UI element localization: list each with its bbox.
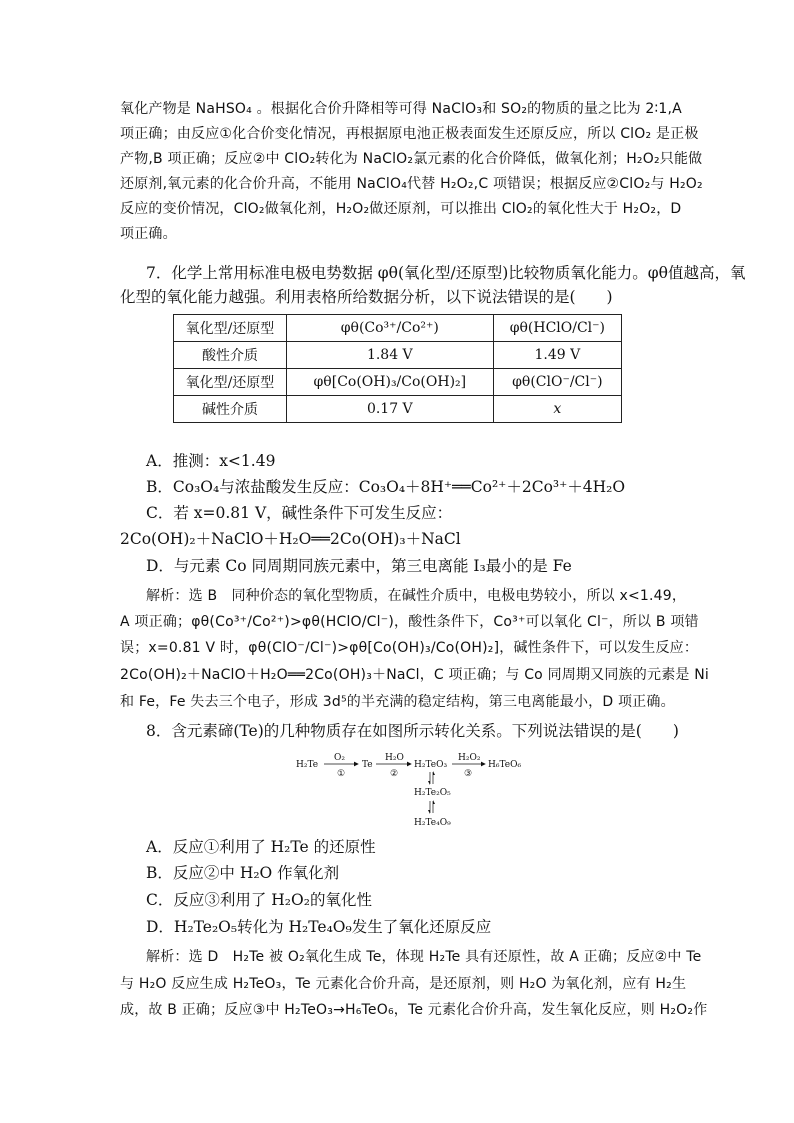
text-line: 项正确；由反应①化合价变化情况，再根据原电池正极表面发生还原反应，所以 ClO₂ 是正极 <box>120 126 699 142</box>
option-c: C．若 x=0.81 V，碱性条件下可发生反应： <box>146 504 453 522</box>
solution-line: 与 H₂O 反应生成 H₂TeO₃，Te 元素化合价升高，是还原剂，则 H₂O 为氧化剂，应有 H₂生 <box>120 976 687 992</box>
solution-line: 解析：选 D H₂Te 被 O₂氧化生成 Te，体现 H₂Te 具有还原性，故 A 正确；反应②中 Te <box>146 949 702 965</box>
table-cell: 氧化型/还原型 <box>174 369 287 396</box>
tellurium-conversion-diagram <box>292 751 532 833</box>
table-cell: 1.84 V <box>286 342 493 369</box>
solution-line: 和 Fe，Fe 失去三个电子，形成 3d⁵的半充满的稳定结构，第三电离能最小，D 项正确。 <box>120 694 675 710</box>
table-cell: x <box>493 396 621 423</box>
solution-line: 误；x=0.81 V 时，φθ(ClO⁻/Cl⁻)>φθ[Co(OH)₃/Co(OH)₂]，碱性条件下，可以发生反应： <box>120 640 699 656</box>
option-a: A．反应①利用了 H₂Te 的还原性 <box>146 838 376 856</box>
node-h2te: H₂Te <box>296 760 319 770</box>
table-row <box>174 342 622 369</box>
solution-line: 成，故 B 正确；反应③中 H₂TeO₃→H₆TeO₆，Te 元素化合价升高，发生氧化反应，则 H₂O₂作 <box>120 1002 708 1018</box>
reagent-h2o2: H₂O₂ <box>458 753 481 763</box>
node-h2te4o9: H₂Te₄O₉ <box>414 818 451 828</box>
option-a: A．推测：x<1.49 <box>146 452 276 470</box>
option-c-equation: 2Co(OH)₂＋NaClO＋H₂O══2Co(OH)₃＋NaCl <box>120 530 461 548</box>
text-line: 反应的变价情况，ClO₂做氧化剂，H₂O₂做还原剂，可以推出 ClO₂的氧化性大于 H₂O₂，D <box>120 201 682 217</box>
table-cell: φθ[Co(OH)₃/Co(OH)₂] <box>286 369 493 396</box>
text-line: 产物,B 项正确；反应②中 ClO₂转化为 NaClO₂氯元素的化合价降低，做氧化剂；H₂O₂只能做 <box>120 151 703 167</box>
table-cell: 酸性介质 <box>174 342 287 369</box>
reagent-o2: O₂ <box>334 753 345 763</box>
equilibrium-arrow-1 <box>428 771 435 785</box>
text-line: 氧化产物是 NaHSO₄ 。根据化合价升降相等可得 NaClO₃和 SO₂的物质的量之比为 2∶1,A <box>120 101 682 117</box>
table-cell: φθ(Co³⁺/Co²⁺) <box>286 315 493 342</box>
solution-line: 解析：选 B 同种价态的氧化型物质，在碱性介质中，电极电势较小，所以 x<1.49， <box>146 588 687 604</box>
step-1: ① <box>337 769 346 779</box>
question-stem: 化型的氧化能力越强。利用表格所给数据分析，以下说法错误的是( ) <box>120 288 613 306</box>
text-line: 还原剂,氧元素的化合价升高，不能用 NaClO₄代替 H₂O₂,C 项错误；根据反应②ClO₂与 H₂O₂ <box>120 176 703 192</box>
equilibrium-arrow-2 <box>428 800 435 814</box>
table-cell: 氧化型/还原型 <box>174 315 287 342</box>
node-te: Te <box>362 760 373 770</box>
option-b: B．Co₃O₄与浓盐酸发生反应：Co₃O₄＋8H⁺══Co²⁺＋2Co³⁺＋4H₂O <box>146 478 626 496</box>
step-3: ③ <box>464 769 473 779</box>
step-2: ② <box>390 769 399 779</box>
table-row <box>174 315 622 342</box>
node-h2teo3: H₂TeO₃ <box>414 760 448 770</box>
solution-line: A 项正确；φθ(Co³⁺/Co²⁺)>φθ(HClO/Cl⁻)，酸性条件下，Co³⁺可以氧化 Cl⁻，所以 B 项错 <box>120 614 699 630</box>
option-d: D．H₂Te₂O₅转化为 H₂Te₄O₉发生了氧化还原反应 <box>146 918 492 936</box>
solution-line: 2Co(OH)₂＋NaClO＋H₂O══2Co(OH)₃＋NaCl，C 项正确；与 Co 同周期又同族的元素是 Ni <box>120 667 710 683</box>
option-c: C．反应③利用了 H₂O₂的氧化性 <box>146 891 372 909</box>
table-cell: 0.17 V <box>286 396 493 423</box>
potential-table <box>173 314 622 423</box>
node-h2te2o5: H₂Te₂O₅ <box>414 788 451 798</box>
text-line: 项正确。 <box>120 226 177 242</box>
table-row <box>174 369 622 396</box>
option-d: D．与元素 Co 同周期同族元素中，第三电离能 I₃最小的是 Fe <box>146 557 572 575</box>
table-cell: φθ(ClO⁻/Cl⁻) <box>493 369 621 396</box>
table-row <box>174 396 622 423</box>
table-cell: φθ(HClO/Cl⁻) <box>493 315 621 342</box>
question-stem: 8．含元素碲(Te)的几种物质存在如图所示转化关系。下列说法错误的是( ) <box>146 722 679 740</box>
reagent-h2o: H₂O <box>385 753 404 763</box>
table-cell: 1.49 V <box>493 342 621 369</box>
question-stem: 7．化学上常用标准电极电势数据 φθ(氧化型/还原型)比较物质氧化能力。φθ值越高，氧 <box>146 264 746 282</box>
option-b: B．反应②中 H₂O 作氧化剂 <box>146 864 340 882</box>
node-h6teo6: H₆TeO₆ <box>488 760 522 770</box>
table-cell: 碱性介质 <box>174 396 287 423</box>
